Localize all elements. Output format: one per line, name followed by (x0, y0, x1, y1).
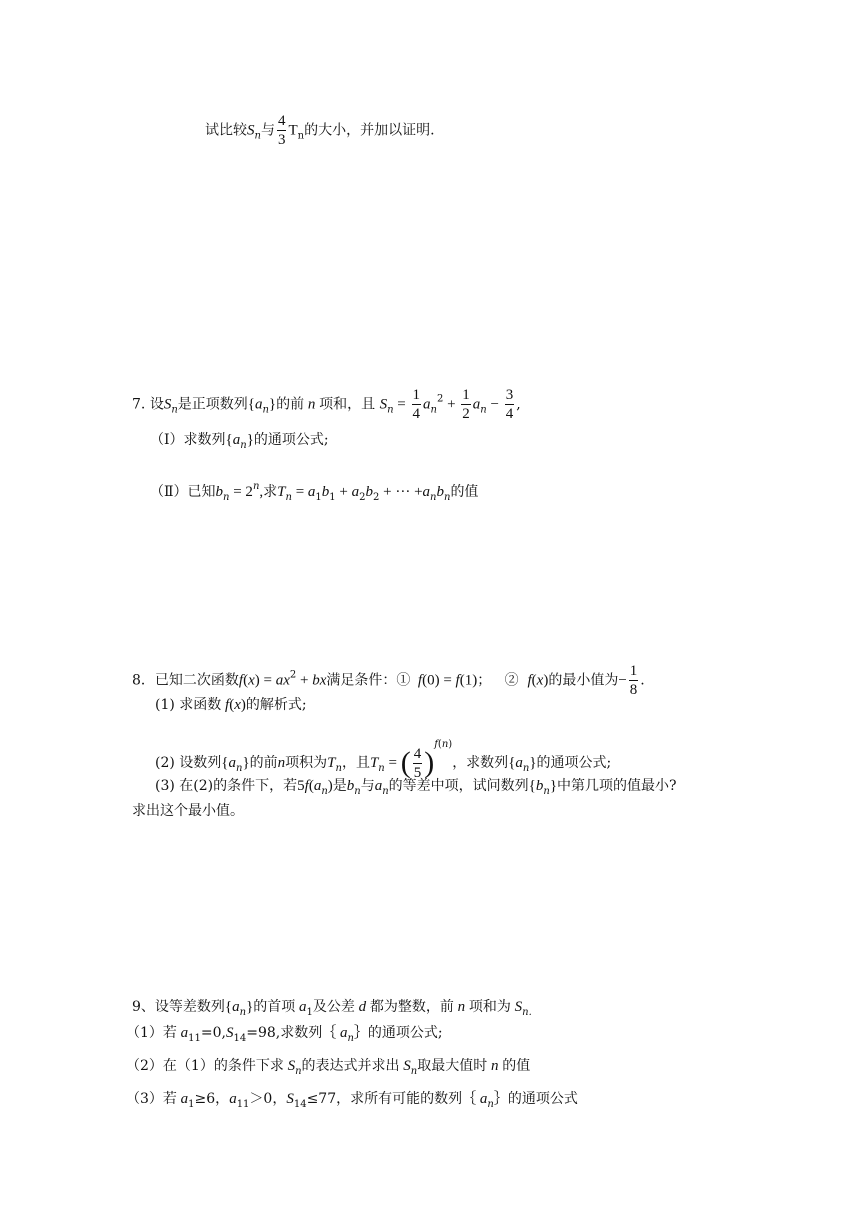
problem-8-q3: (3) 在(2)的条件下，若$5f(a_n)$是$b_n$与$a_n$的等差中项，试问数列$\{b_n\}$中第几项的值最小? (155, 778, 677, 797)
problem-9-number: 9、 (132, 999, 155, 1015)
problem-7-number: 7. (132, 396, 146, 413)
problem-8-stem: 8．已知二次函数$f(x) = ax^2$ + bx满足条件：① f(0) = f(1)； ② f(x)的最小值为− $\frac{1}{8}$ . (132, 663, 645, 698)
problem-8-q2: (2) 设数列$\{a_n\}$的前n项积为$T_n$，且$T_n$ = ( $\frac{4}{5}$ )$^{f(n)}$，求数列$\{a_n\}$的通项公式; (155, 739, 612, 781)
problem-8-q1: (1) 求函数 f(x)的解析式; (155, 697, 307, 713)
s-sub: n (254, 130, 261, 142)
problem-9-q1: （1）若 $a_{11}=0,S_{14}=98$,求数列｛ $a_n\}$的通项公式; (126, 1025, 443, 1044)
problem-8-q3-line-2: 求出这个最小值。 (132, 803, 244, 819)
s-var: S (247, 122, 255, 139)
problem-7-stem: 7. 设$S_n$是正项数列$\{a_n\}$的前 n 项和，且 $S_n$ = $\frac{1}{4}$ $a_n^2$ + $\frac{1}{2}$ $a_n$ − $\frac{3}{4}$ , (132, 387, 521, 422)
problem-7-part-2: （Ⅱ）已知$b_n = 2^n$,求$T_n = a_1b_1 + a_2b_2$ + ··· $+a_nb_n$的值 (150, 481, 479, 503)
problem-7-part-1: （Ⅰ）求数列$\{a_n\}$的通项公式; (150, 432, 329, 451)
compare-prefix: 试比较 (205, 122, 247, 139)
problem-9-q2: （2）在（1）的条件下求 $S_n$的表达式并求出 $S_n$取最大值时 n 的值 (126, 1058, 531, 1077)
compare-tail: 的大小，并加以证明. (304, 122, 435, 139)
with-text: 与 (260, 122, 275, 139)
problem-9-q3: （3）若 $a_1\ge 6$，$a_{11}>0$，$S_{14}\le 77$，求所有可能的数列｛ $a_n\}$的通项公式 (126, 1091, 578, 1110)
problem-9-stem: 9、设等差数列$\{a_n\}$的首项 $a_1$及公差 d 都为整数，前 n 项和为 $S_{n.}$ (132, 999, 532, 1018)
problem-8-number: 8． (132, 672, 155, 689)
compare-line (205, 112, 435, 149)
t-var: T (288, 122, 298, 139)
four-thirds-fraction: $\frac{4}{3}$ (277, 113, 286, 148)
t-sub: n (297, 130, 305, 142)
